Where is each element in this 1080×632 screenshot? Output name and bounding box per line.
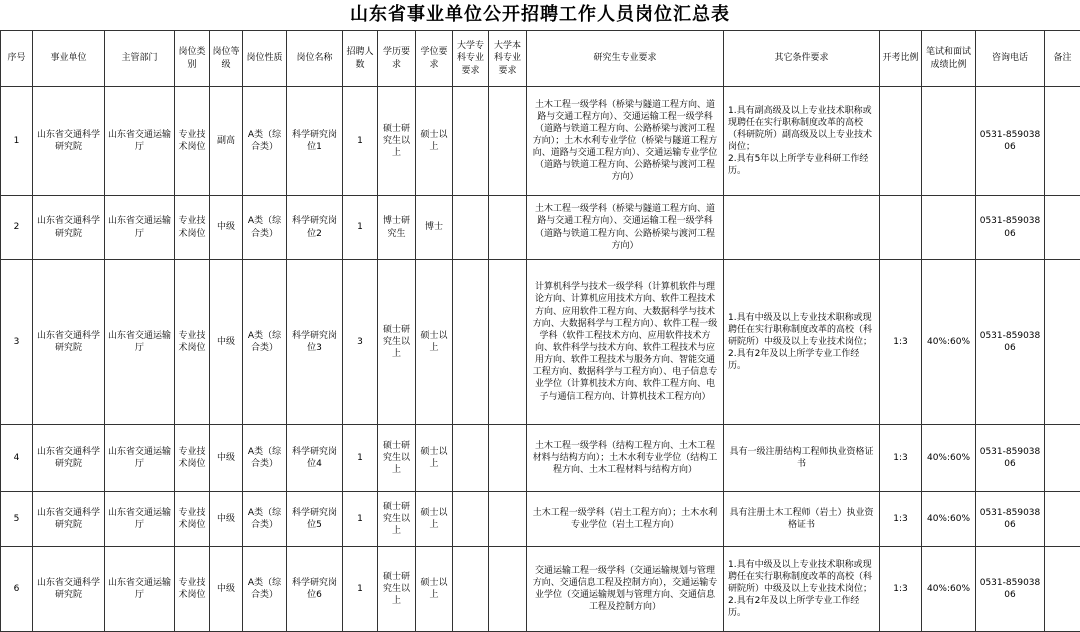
cell-post: 科学研究岗位3 xyxy=(287,260,343,425)
header-cell: 其它条件要求 xyxy=(724,31,880,87)
cell-score xyxy=(922,196,976,260)
cell-unit: 山东省交通科学研究院 xyxy=(33,547,105,632)
cell-other-req: 1.具有中级及以上专业技术职称或现聘任在实行职称制度改革的高校（科研院所）中级及以上专业技术岗位； 2.具有2年及以上所学专业工作经历。 xyxy=(724,547,880,632)
cell-post: 科学研究岗位1 xyxy=(287,87,343,196)
table-row xyxy=(1,492,1080,547)
cell-degree: 博士 xyxy=(416,196,453,260)
cell-dept: 山东省交通运输厅 xyxy=(105,196,175,260)
cell-count: 1 xyxy=(343,196,378,260)
page-title: 山东省事业单位公开招聘工作人员岗位汇总表 xyxy=(0,0,1080,30)
cell-level: 中级 xyxy=(210,196,243,260)
cell-edu: 硕士研究生以上 xyxy=(378,492,416,547)
header-cell: 大学本科专业要求 xyxy=(489,31,527,87)
cell-edu: 博士研究生 xyxy=(378,196,416,260)
cell-unit: 山东省交通科学研究院 xyxy=(33,260,105,425)
cell-unit: 山东省交通科学研究院 xyxy=(33,492,105,547)
cell-phone: 0531-85903806 xyxy=(976,87,1045,196)
cell-grad-major: 土木工程一级学科（岩土工程方向）；土木水利专业学位（岩土工程方向） xyxy=(527,492,724,547)
cell-degree: 硕士以上 xyxy=(416,492,453,547)
cell-college xyxy=(453,196,489,260)
cell-edu: 硕士研究生以上 xyxy=(378,425,416,492)
cell-post: 科学研究岗位2 xyxy=(287,196,343,260)
cell-note xyxy=(1045,425,1080,492)
cell-post: 科学研究岗位6 xyxy=(287,547,343,632)
cell-no: 3 xyxy=(1,260,33,425)
cell-level: 中级 xyxy=(210,425,243,492)
cell-category: 专业技术岗位 xyxy=(175,547,210,632)
cell-degree: 硕士以上 xyxy=(416,425,453,492)
cell-phone: 0531-85903806 xyxy=(976,547,1045,632)
cell-dept: 山东省交通运输厅 xyxy=(105,547,175,632)
cell-level: 中级 xyxy=(210,260,243,425)
header-cell: 开考比例 xyxy=(880,31,922,87)
cell-count: 3 xyxy=(343,260,378,425)
cell-college xyxy=(453,87,489,196)
cell-college xyxy=(453,260,489,425)
cell-post: 科学研究岗位4 xyxy=(287,425,343,492)
cell-dept: 山东省交通运输厅 xyxy=(105,492,175,547)
cell-ratio xyxy=(880,196,922,260)
cell-count: 1 xyxy=(343,547,378,632)
cell-score xyxy=(922,87,976,196)
cell-phone: 0531-85903806 xyxy=(976,196,1045,260)
cell-ratio: 1:3 xyxy=(880,260,922,425)
cell-bachelor xyxy=(489,492,527,547)
cell-college xyxy=(453,492,489,547)
cell-edu: 硕士研究生以上 xyxy=(378,547,416,632)
cell-score: 40%:60% xyxy=(922,425,976,492)
cell-count: 1 xyxy=(343,87,378,196)
cell-bachelor xyxy=(489,87,527,196)
header-cell: 岗位类别 xyxy=(175,31,210,87)
cell-degree: 硕士以上 xyxy=(416,87,453,196)
cell-other-req: 1.具有中级及以上专业技术职称或现聘任在实行职称制度改革的高校（科研院所）中级及以上专业技术岗位； 2.具有2年及以上所学专业工作经历。 xyxy=(724,260,880,425)
cell-grad-major: 交通运输工程一级学科（交通运输规划与管理方向、交通信息工程及控制方向），交通运输专业学位（交通运输规划与管理方向、交通信息工程及控制方向） xyxy=(527,547,724,632)
header-cell: 学历要求 xyxy=(378,31,416,87)
cell-score: 40%:60% xyxy=(922,547,976,632)
cell-note xyxy=(1045,492,1080,547)
cell-unit: 山东省交通科学研究院 xyxy=(33,196,105,260)
header-cell: 主管部门 xyxy=(105,31,175,87)
cell-dept: 山东省交通运输厅 xyxy=(105,87,175,196)
cell-other-req: 具有一级注册结构工程师执业资格证书 xyxy=(724,425,880,492)
cell-score: 40%:60% xyxy=(922,492,976,547)
cell-no: 5 xyxy=(1,492,33,547)
cell-unit: 山东省交通科学研究院 xyxy=(33,425,105,492)
header-cell: 序号 xyxy=(1,31,33,87)
table-row xyxy=(1,260,1080,425)
cell-ratio xyxy=(880,87,922,196)
cell-ratio: 1:3 xyxy=(880,492,922,547)
header-row xyxy=(1,31,1080,87)
table-row xyxy=(1,425,1080,492)
header-cell: 岗位性质 xyxy=(243,31,287,87)
cell-college xyxy=(453,425,489,492)
cell-other-req: 1.具有副高级及以上专业技术职称或现聘任在实行职称制度改革的高校（科研院所）副高级及以上专业技术岗位； 2.具有5年以上所学专业科研工作经历。 xyxy=(724,87,880,196)
cell-note xyxy=(1045,260,1080,425)
positions-table xyxy=(0,30,1080,632)
cell-score: 40%:60% xyxy=(922,260,976,425)
cell-category: 专业技术岗位 xyxy=(175,196,210,260)
cell-nature: A类（综合类） xyxy=(243,547,287,632)
header-cell: 咨询电话 xyxy=(976,31,1045,87)
header-cell: 笔试和面试成绩比例 xyxy=(922,31,976,87)
cell-post: 科学研究岗位5 xyxy=(287,492,343,547)
header-cell: 备注 xyxy=(1045,31,1080,87)
cell-no: 6 xyxy=(1,547,33,632)
table-row xyxy=(1,87,1080,196)
cell-unit: 山东省交通科学研究院 xyxy=(33,87,105,196)
cell-category: 专业技术岗位 xyxy=(175,260,210,425)
cell-degree: 硕士以上 xyxy=(416,260,453,425)
cell-note xyxy=(1045,196,1080,260)
cell-count: 1 xyxy=(343,425,378,492)
cell-level: 副高 xyxy=(210,87,243,196)
cell-category: 专业技术岗位 xyxy=(175,492,210,547)
cell-bachelor xyxy=(489,196,527,260)
cell-nature: A类（综合类） xyxy=(243,425,287,492)
table-row xyxy=(1,196,1080,260)
cell-no: 2 xyxy=(1,196,33,260)
cell-phone: 0531-85903806 xyxy=(976,425,1045,492)
cell-no: 1 xyxy=(1,87,33,196)
cell-nature: A类（综合类） xyxy=(243,196,287,260)
header-cell: 研究生专业要求 xyxy=(527,31,724,87)
cell-level: 中级 xyxy=(210,492,243,547)
header-cell: 岗位名称 xyxy=(287,31,343,87)
cell-dept: 山东省交通运输厅 xyxy=(105,425,175,492)
cell-grad-major: 土木工程一级学科（桥梁与隧道工程方向、道路与交通工程方向）、交通运输工程一级学科（道路与铁道工程方向、公路桥梁与渡河工程方向）；土木水利专业学位（桥梁与隧道工程方向、道路与交通工程方向）、交通运输专业学位（道路与铁道工程方向、公路桥梁与渡河工程方向） xyxy=(527,87,724,196)
cell-category: 专业技术岗位 xyxy=(175,425,210,492)
cell-phone: 0531-85903806 xyxy=(976,260,1045,425)
header-cell: 事业单位 xyxy=(33,31,105,87)
cell-nature: A类（综合类） xyxy=(243,260,287,425)
header-cell: 岗位等级 xyxy=(210,31,243,87)
cell-dept: 山东省交通运输厅 xyxy=(105,260,175,425)
cell-note xyxy=(1045,87,1080,196)
cell-ratio: 1:3 xyxy=(880,547,922,632)
header-cell: 大学专科专业要求 xyxy=(453,31,489,87)
cell-count: 1 xyxy=(343,492,378,547)
cell-category: 专业技术岗位 xyxy=(175,87,210,196)
cell-edu: 硕士研究生以上 xyxy=(378,87,416,196)
cell-bachelor xyxy=(489,260,527,425)
cell-ratio: 1:3 xyxy=(880,425,922,492)
cell-level: 中级 xyxy=(210,547,243,632)
cell-grad-major: 土木工程一级学科（桥梁与隧道工程方向、道路与交通工程方向）、交通运输工程一级学科（道路与铁道工程方向、公路桥梁与渡河工程方向） xyxy=(527,196,724,260)
cell-phone: 0531-85903806 xyxy=(976,492,1045,547)
cell-degree: 硕士以上 xyxy=(416,547,453,632)
cell-no: 4 xyxy=(1,425,33,492)
cell-edu: 硕士研究生以上 xyxy=(378,260,416,425)
cell-grad-major: 土木工程一级学科（结构工程方向、土木工程材料与结构方向）；土木水利专业学位（结构工程方向、土木工程材料与结构方向） xyxy=(527,425,724,492)
cell-bachelor xyxy=(489,425,527,492)
cell-nature: A类（综合类） xyxy=(243,87,287,196)
header-cell: 招聘人数 xyxy=(343,31,378,87)
header-cell: 学位要求 xyxy=(416,31,453,87)
cell-nature: A类（综合类） xyxy=(243,492,287,547)
cell-other-req xyxy=(724,196,880,260)
cell-grad-major: 计算机科学与技术一级学科（计算机软件与理论方向、计算机应用技术方向、软件工程技术方向、应用软件工程方向、大数据科学与技术方向、大数据科学与工程方向）、软件工程一级学科（软件工程技术方向、应用软件技术方向、软件科学与技术方向、软件工程技术与应用方向、软件工程技术与服务方向、智能交通工程方向、数据科学与工程方向）、电子信息专业学位（计算机技术方向、软件工程方向、电子与通信工程方向、计算机技术工程方向） xyxy=(527,260,724,425)
cell-other-req: 具有注册土木工程师（岩土）执业资格证书 xyxy=(724,492,880,547)
